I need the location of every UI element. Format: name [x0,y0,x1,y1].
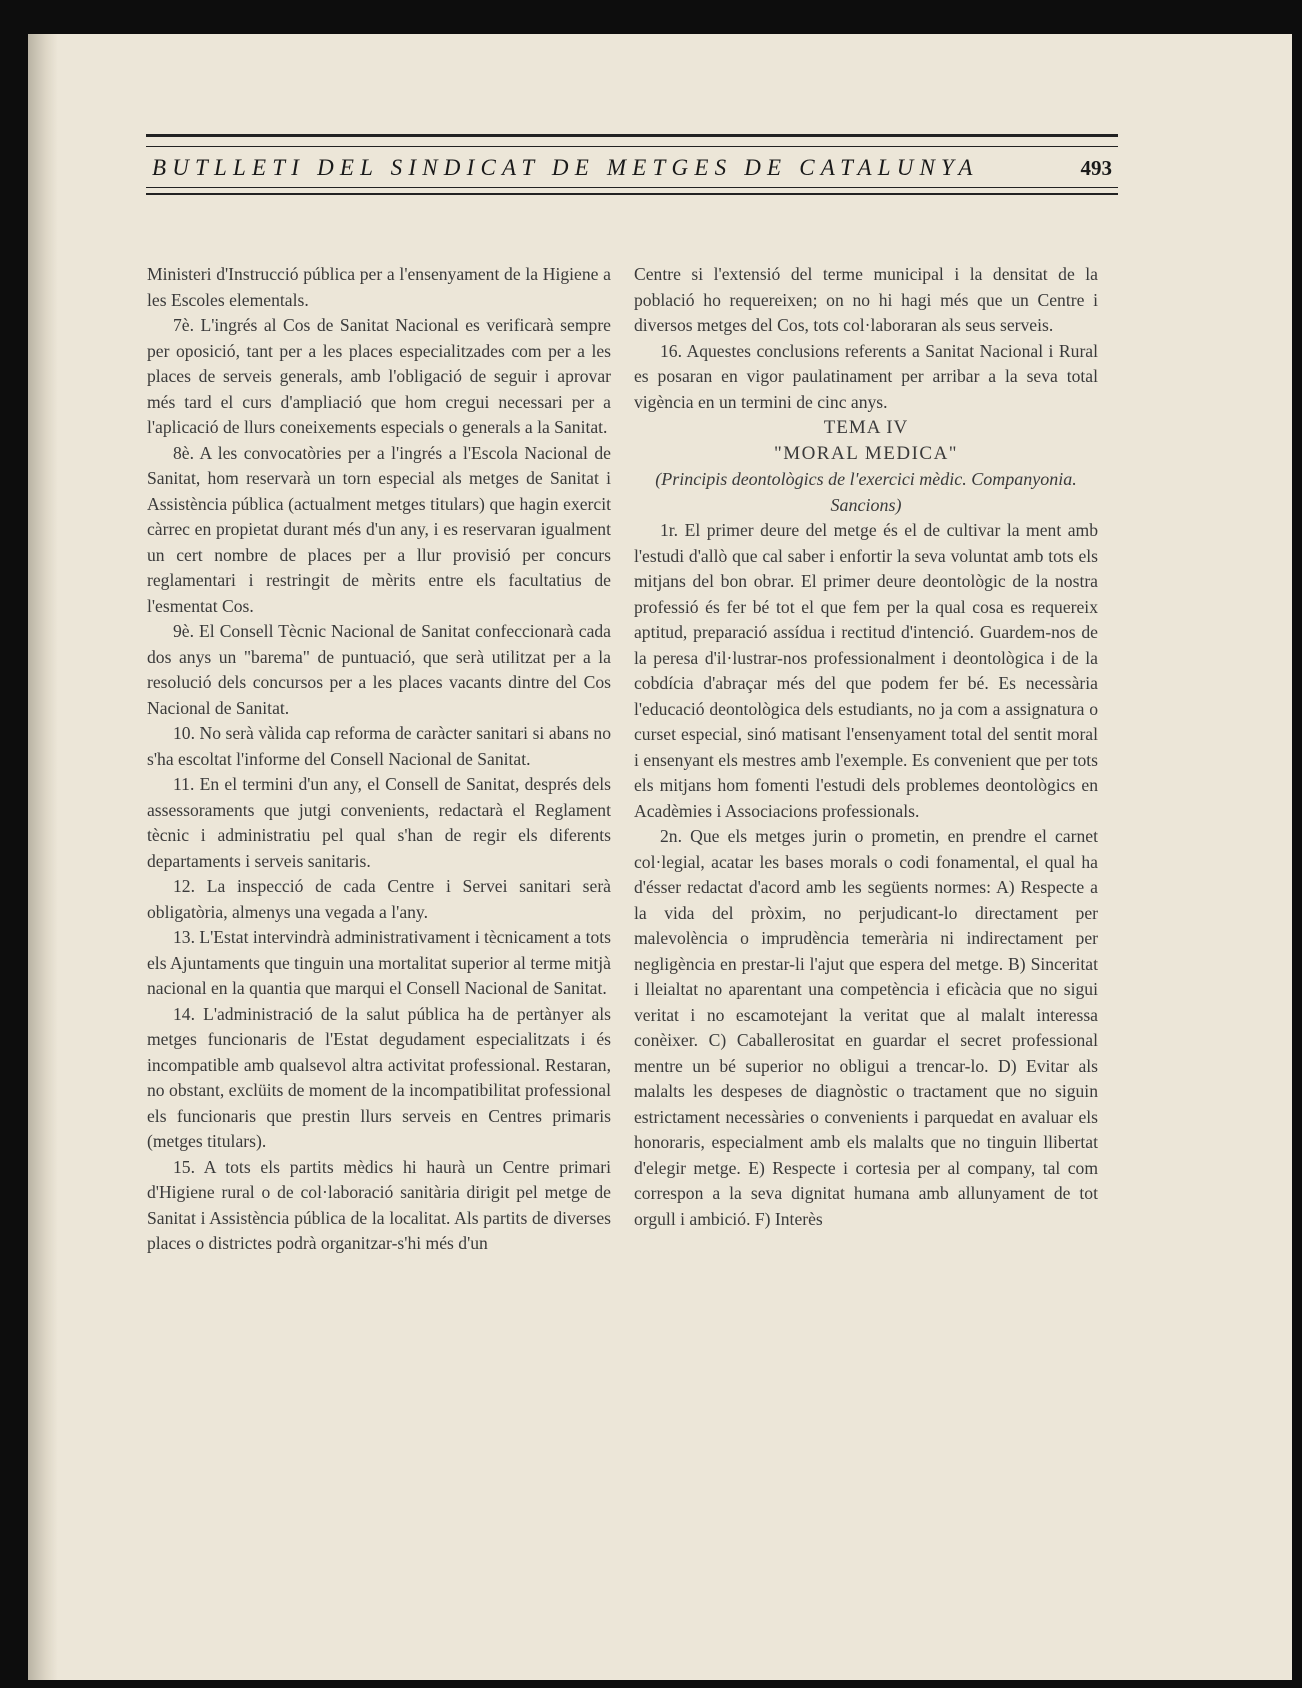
paragraph: 10. No serà vàlida cap reforma de caràcter sanitari si abans no s'ha escoltat l'informe del Consell Nacional de Sanitat. [147,723,611,769]
paragraph: Ministeri d'Instrucció pública per a l'ensenyament de la Higiene a les Escoles elementals. [147,264,611,310]
paragraph: 16. Aquestes conclusions referents a Sanitat Nacional i Rural es posaran en vigor paulatinament per arribar a la seva total vigència en un termini de cinc anys. [634,340,1098,412]
section-heading: TEMA IV [823,417,909,438]
header-row [146,155,1118,181]
scanned-page [28,34,1292,1680]
running-header [146,134,1118,195]
paragraph: 14. L'administració de la salut pública ha de pertànyer als metges funcionaris de l'Estat degudament especialitzats i és incompatible amb qualsevol altra activitat professional. Restaran, no obstant, exclüits de moment de la incompatibilitat professional els funcionaris que prestin llurs serveis en Centres primaris (metges titulars). [147,1003,611,1151]
paragraph: 13. L'Estat intervindrà administrativament i tècnicament a tots els Ajuntaments que tinguin una mortalitat superior al terme mitjà nacional en la quantia que marqui el Consell Nacional de Sanitat. [147,927,611,998]
paragraph: 15. A tots els partits mèdics hi haurà un Centre primari d'Higiene rural o de col·laboració sanitària dirigit pel metge de Sanitat i Assistència pública de la localitat. Als partits de diverses places o districtes podrà organitzar-s'hi més d'un [147,1156,611,1253]
paragraph: 12. La inspecció de cada Centre i Servei sanitari serà obligatòria, almenys una vegada a l'any. [147,876,611,922]
right-column [634,262,1098,1232]
paragraph: 8è. A les convocatòries per a l'ingrés a l'Escola Nacional de Sanitat, hom reservarà un torn especial als metges de Sanitat i Assistència pública (actualment metges titulars) que hagin exercit càrrec en propietat durant més d'un any, i es reservaran igualment un cert nombre de places per a llur provisió per concurs reglamentari i restringit de mèrits entre els facultatius de l'esmentat Cos. [147,442,611,616]
header-rule-top [146,134,1118,147]
section-description: (Principis deontològics de l'exercici mèdic. Companyonia. Sancions) [655,469,1077,515]
page-spine-shadow [28,34,58,1680]
paragraph: Centre si l'extensió del terme municipal i la densitat de la població ho requereixen; on no hi hagi més que un Centre i diversos metges del Cos, tots col·laboraran als seus serveis. [634,264,1098,335]
paragraph: 2n. Que els metges jurin o prometin, en prendre el carnet col·legial, acatar les bases morals o codi fonamental, el qual ha d'ésser redactat d'acord amb les següents normes: A) Respecte a la vida del pròxim, no perjudicant-lo directament per malevolència o imprudència temerària ni indirectament per negligència en prestar-li l'ajut que espera del metge. B) Sinceritat i lleialtat no aparentant una competència i eficàcia que no sigui veritat i no escamotejant la veritat que al malalt interessa conèixer. C) Caballerositat en guardar el secret professional mentre un bé superior no obligui a trencar-lo. D) Evitar als malalts les despeses de diagnòstic o tractament que no siguin estrictament necessàries o convenients i parquedat en avaluar els honoraris, especialment amb els malalts que no tinguin llibertat d'elegir metge. E) Respecte i cortesia per al company, tal com correspon a la seva dignitat humana amb allunyament de tot orgull i ambició. F) Interès [634,826,1098,1229]
paragraph: 11. En el termini d'un any, el Consell de Sanitat, després dels assessoraments que jutgi convenients, redactarà el Reglament tècnic i administratiu pel qual s'han de regir els diferents departaments i serveis sanitaris. [147,774,611,871]
left-column [147,262,611,1257]
paragraph: 1r. El primer deure del metge és el de cultivar la ment amb l'estudi d'allò que cal saber i enfortir la seva voluntat amb tots els mitjans del bon obrar. El primer deure deontològic de la nostra professió és fer bé tot el que fem per la qual cosa es requereix aptitud, preparació assídua i rectitud d'intenció. Guardem-nos de la peresa d'il·lustrar-nos professionalment i deontològica i de la cobdícia d'abraçar més del que podem fer bé. Es necessària l'educació deontològica dels estudiants, no ja com a assignatura o curset especial, sinó matisant l'ensenyament total del sentit moral i ensenyant els mestres amb l'exemple. Es convenient que per tots els mitjans hom fomenti l'estudi dels problemes deontològics en Acadèmies i Associacions professionals. [634,520,1098,821]
header-rule-bottom [146,187,1118,195]
section-title: "MORAL MEDICA" [773,442,959,464]
page-number: 493 [1080,156,1112,180]
paragraph: 7è. L'ingrés al Cos de Sanitat Nacional es verificarà sempre per oposició, tant per a les places especialitzades com per a les places de serveis generals, amb l'obligació de seguir i aprovar més tard el curs d'ampliació que hom cregui necessari per a l'aplicació de llurs coneixements especials o generals a la Sanitat. [147,315,611,437]
running-title: BUTLLETI DEL SINDICAT DE METGES DE CATALUNYA [152,155,979,180]
paragraph: 9è. El Consell Tècnic Nacional de Sanitat confeccionarà cada dos anys un "barema" de puntuació, que serà utilitzat per a la resolució dels concursos per a les places vacants dintre del Cos Nacional de Sanitat. [147,621,611,718]
